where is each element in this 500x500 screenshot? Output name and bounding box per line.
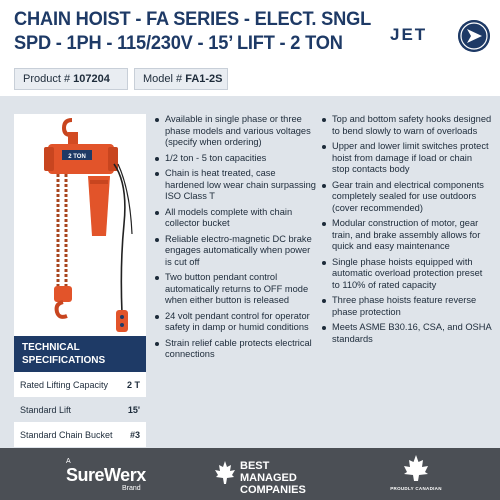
surewerx-prefix: A [66,458,71,465]
jet-logo [384,20,496,54]
spec-label: Standard Chain Bucket [20,429,113,440]
best-managed-line-1: BEST [240,460,270,472]
feature-item: Meets ASME B30.16, CSA, and OSHA standards [322,322,492,345]
feature-item: Available in single phase or three phase models and various voltages (specify when ordering) [155,114,317,149]
product-image [14,114,146,336]
specs-heading-line-2: SPECIFICATIONS [22,355,106,366]
feature-item: Gear train and electrical components completely sealed for use outdoors (cover recommended) [322,180,492,215]
feature-item: Upper and lower limit switches protect hoist from damage if load or chain stop contacts body [322,141,492,176]
spec-value: 2 T [126,379,140,390]
spec-label: Rated Lifting Capacity [20,379,109,390]
jet-arrow-icon [458,20,490,52]
technical-specifications [14,336,146,447]
title-line-2: SPD - 1PH - 115/230V - 15’ LIFT - 2 TON [14,33,343,54]
product-label: Product # [23,73,71,85]
feature-item: 24 volt pendant control for operator safety in damp or humid conditions [155,311,317,334]
title-line-1: CHAIN HOIST - FA SERIES - ELECT. SNGL [14,9,372,30]
spec-row [14,397,146,422]
maple-leaf-icon [214,460,236,488]
content-panel [0,96,500,448]
proudly-canadian-logo [386,454,446,496]
spec-value: #3 [129,429,140,440]
product-title [14,8,372,56]
feature-item: 1/2 ton - 5 ton capacities [155,153,317,165]
chain-hoist-illustration [14,114,146,336]
feature-item: Modular construction of motor, gear train, and brake assembly allows for quick and easy maintenance [322,218,492,253]
spec-row [14,422,146,447]
model-label: Model # [143,73,183,85]
feature-item: Three phase hoists feature reverse phase protection [322,295,492,318]
page-footer [0,448,500,500]
features-right-list [322,114,492,349]
surewerx-name: SureWerx [66,465,146,485]
product-number-box [14,68,128,90]
spec-value: 15' [127,404,140,415]
feature-item: Strain relief cable protects electrical connections [155,338,317,361]
feature-item: All models complete with chain collector bucket [155,207,317,230]
spec-label: Standard Lift [20,404,72,415]
features-left-list [155,114,317,365]
product-number: 107204 [73,73,110,85]
best-managed-line-2: MANAGED [240,472,297,484]
spec-row [14,372,146,397]
feature-item: Reliable electro-magnetic DC brake engages automatically when power is cut off [155,234,317,269]
best-managed-line-3: COMPANIES [240,484,306,496]
page-header [0,0,500,96]
hoist-capacity-label: 2 TON [68,154,86,160]
feature-item: Chain is heat treated, case hardened low wear chain surpassing ISO Class T [155,168,317,203]
model-number-box [134,68,228,90]
model-number: FA1-2S [185,73,223,85]
proudly-canadian-label: PROUDLY CANADIAN [390,486,442,491]
surewerx-logo [66,458,186,492]
jet-wordmark: JET [390,25,428,44]
best-managed-companies-logo [214,458,344,496]
specs-heading-line-1: TECHNICAL [22,342,80,353]
specs-heading [14,336,146,372]
surewerx-suffix: Brand [122,485,141,492]
maple-leaf-icon [402,454,430,482]
feature-item: Two button pendant control automatically returns to OFF mode when either button is released [155,272,317,307]
best-managed-text [240,460,306,496]
feature-item: Top and bottom safety hooks designed to bend slowly to warn of overloads [322,114,492,137]
feature-item: Single phase hoists equipped with automatic overload protection preset to 110% of rated capacity [322,257,492,292]
